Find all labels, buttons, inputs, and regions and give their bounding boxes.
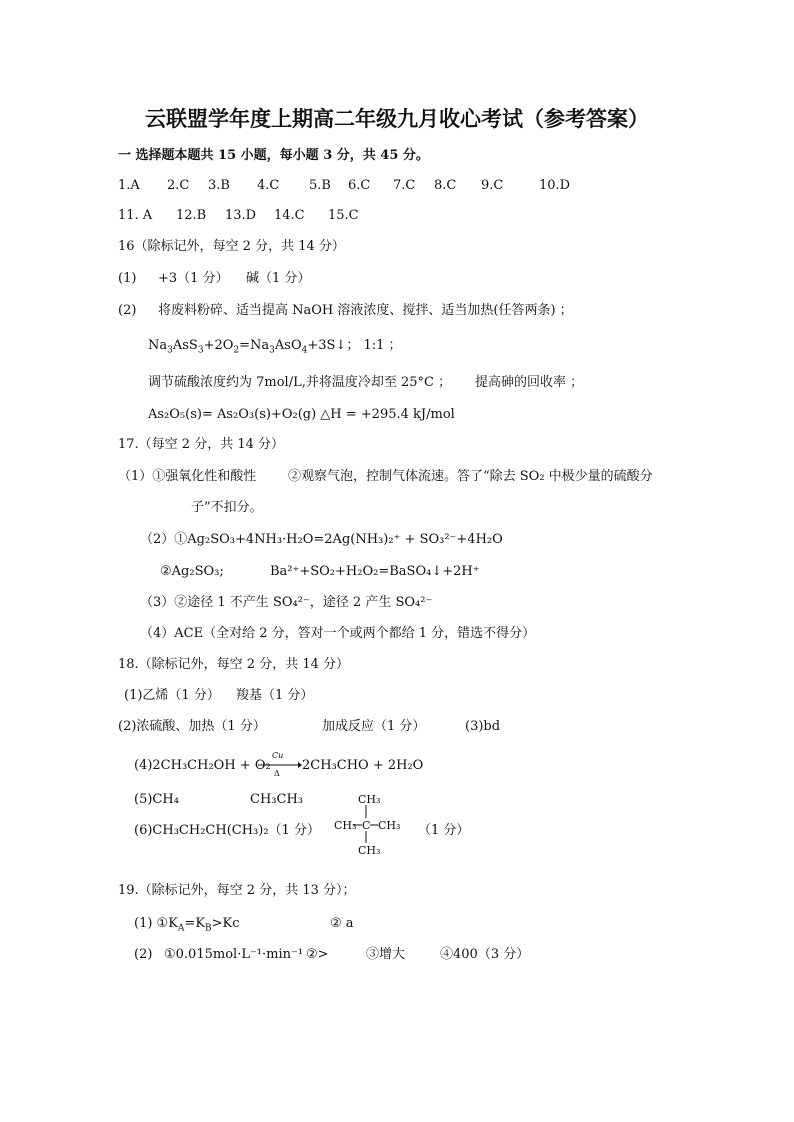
q17-part2-a: （2）①Ag₂SO₃+4NH₃·H₂O=2Ag(NH₃)₂⁺ + SO₃²⁻+4H₂O bbox=[140, 532, 503, 547]
q18-part3: (3)bd bbox=[465, 719, 501, 734]
heat-label: Δ bbox=[274, 769, 280, 778]
q18-part1-b: 羧基（1 分） bbox=[236, 688, 314, 703]
central-carbon: C bbox=[362, 819, 371, 832]
q16-adjust-text: 调节硫酸浓度约为 7mol/L,并将温度冷却至 25°C ； bbox=[148, 375, 452, 390]
q17-header: 17.（每空 2 分，共 14 分） bbox=[118, 437, 285, 452]
q16-part2-number: (2) bbox=[118, 303, 137, 318]
q17-part1-a: （1）①强氧化性和酸性 bbox=[118, 469, 257, 484]
q16-equation-2: As₂O₅(s)= As₂O₃(s)+O₂(g) △H = +295.4 kJ/mol bbox=[148, 407, 455, 422]
q19-part2-d: ④400（3 分） bbox=[440, 947, 530, 962]
section-heading: 一 选择题本题共 15 小题，每小题 3 分，共 45 分。 bbox=[118, 148, 429, 163]
answer-item: 4.C bbox=[257, 178, 280, 193]
q16-recovery-text: 提高砷的回收率 ； bbox=[475, 375, 584, 390]
answer-item: 5.B bbox=[309, 178, 331, 193]
answer-item: 3.B bbox=[208, 178, 230, 193]
bond-top-icon bbox=[365, 805, 367, 818]
q18-part6-b: （1 分） bbox=[418, 823, 470, 838]
q16-part2-text: 将废料粉碎、适当提高 NaOH 溶液浓度、搅拌、适当加热(任答两条) ； bbox=[158, 303, 573, 318]
answer-item: 14.C bbox=[274, 208, 305, 223]
answer-item: 12.B bbox=[176, 208, 207, 223]
q16-part1-answer-b: 碱（1 分） bbox=[246, 271, 311, 286]
page-title: 云联盟学年度上期高二年级九月收心考试（参考答案） bbox=[145, 106, 649, 131]
catalyst-label: Cu bbox=[272, 751, 284, 760]
methyl-left: CH₃ bbox=[334, 819, 357, 832]
bond-right-icon bbox=[370, 824, 378, 826]
q19-part2-a: ①0.015mol·L⁻¹·min⁻¹ bbox=[164, 947, 304, 962]
answer-item: 13.D bbox=[225, 208, 257, 223]
neopentane-structure bbox=[334, 792, 401, 857]
q18-part4-products: 2CH₃CHO + 2H₂O bbox=[302, 758, 424, 773]
q17-part1-c: 子”不扣分。 bbox=[191, 500, 263, 515]
q19-header: 19.（除标记外，每空 2 分，共 13 分）； bbox=[118, 883, 356, 898]
q17-part1-b: ②观察气泡，控制气体流速。答了“除去 SO₂ 中极少量的硫酸分 bbox=[288, 469, 653, 484]
q18-part4-reactants: (4)2CH₃CH₂OH + O₂ bbox=[134, 758, 271, 773]
answer-item: 8.C bbox=[434, 178, 457, 193]
q16-part1-number: (1) bbox=[118, 271, 137, 286]
q18-part1-a: (1)乙烯（1 分） bbox=[124, 688, 220, 703]
q19-part1-a: (1) $①K_A=K_B>Kc$ bbox=[134, 916, 240, 934]
answer-item: 11. A bbox=[118, 208, 153, 223]
q16-equation-1: $Na_3AsS_3+2O_2=Na_3AsO_4+3S↓$； 1:1 ； bbox=[148, 338, 402, 356]
q19-part2-number: (2) bbox=[134, 947, 153, 962]
methyl-top: CH₃ bbox=[358, 793, 381, 806]
answer-item: 7.C bbox=[393, 178, 416, 193]
answer-item: 1.A bbox=[118, 178, 140, 193]
q18-part6-a: (6)CH₃CH₂CH(CH₃)₂（1 分） bbox=[134, 823, 320, 838]
bond-bottom-icon bbox=[365, 831, 367, 843]
bond-left-icon bbox=[353, 824, 362, 826]
answer-item: 10.D bbox=[539, 178, 571, 193]
methyl-bottom: CH₃ bbox=[358, 844, 381, 857]
q19-part2-b: ②> bbox=[306, 947, 329, 962]
reaction-arrow-icon bbox=[258, 761, 302, 769]
q18-part5-b: CH₃CH₃ bbox=[250, 792, 303, 807]
q18-header: 18.（除标记外，每空 2 分，共 14 分） bbox=[118, 657, 350, 672]
q19-part2-c: ③增大 bbox=[366, 947, 406, 962]
answer-item: 6.C bbox=[348, 178, 371, 193]
q17-part2-c: Ba²⁺+SO₂+H₂O₂=BaSO₄↓+2H⁺ bbox=[270, 564, 480, 579]
q18-part2-a: (2)浓硫酸、加热（1 分） bbox=[118, 719, 266, 734]
q16-part1-answer-a: +3（1 分） bbox=[158, 271, 229, 286]
q17-part4: （4）ACE（全对给 2 分，答对一个或两个都给 1 分，错选不得分） bbox=[140, 626, 536, 641]
answer-item: 2.C bbox=[167, 178, 190, 193]
q19-part1-b: ② a bbox=[330, 916, 354, 931]
answer-item: 9.C bbox=[481, 178, 504, 193]
q18-part2-b: 加成反应（1 分） bbox=[322, 719, 426, 734]
q18-part5-a: (5)CH₄ bbox=[134, 792, 179, 807]
q16-header: 16（除标记外，每空 2 分，共 14 分） bbox=[118, 239, 345, 254]
methyl-right: CH₃ bbox=[378, 819, 401, 832]
answer-item: 15.C bbox=[328, 208, 359, 223]
q17-part3: （3）②途径 1 不产生 SO₄²⁻，途径 2 产生 SO₄²⁻ bbox=[140, 595, 433, 610]
q17-part2-b: ②Ag₂SO₃; bbox=[160, 564, 224, 579]
